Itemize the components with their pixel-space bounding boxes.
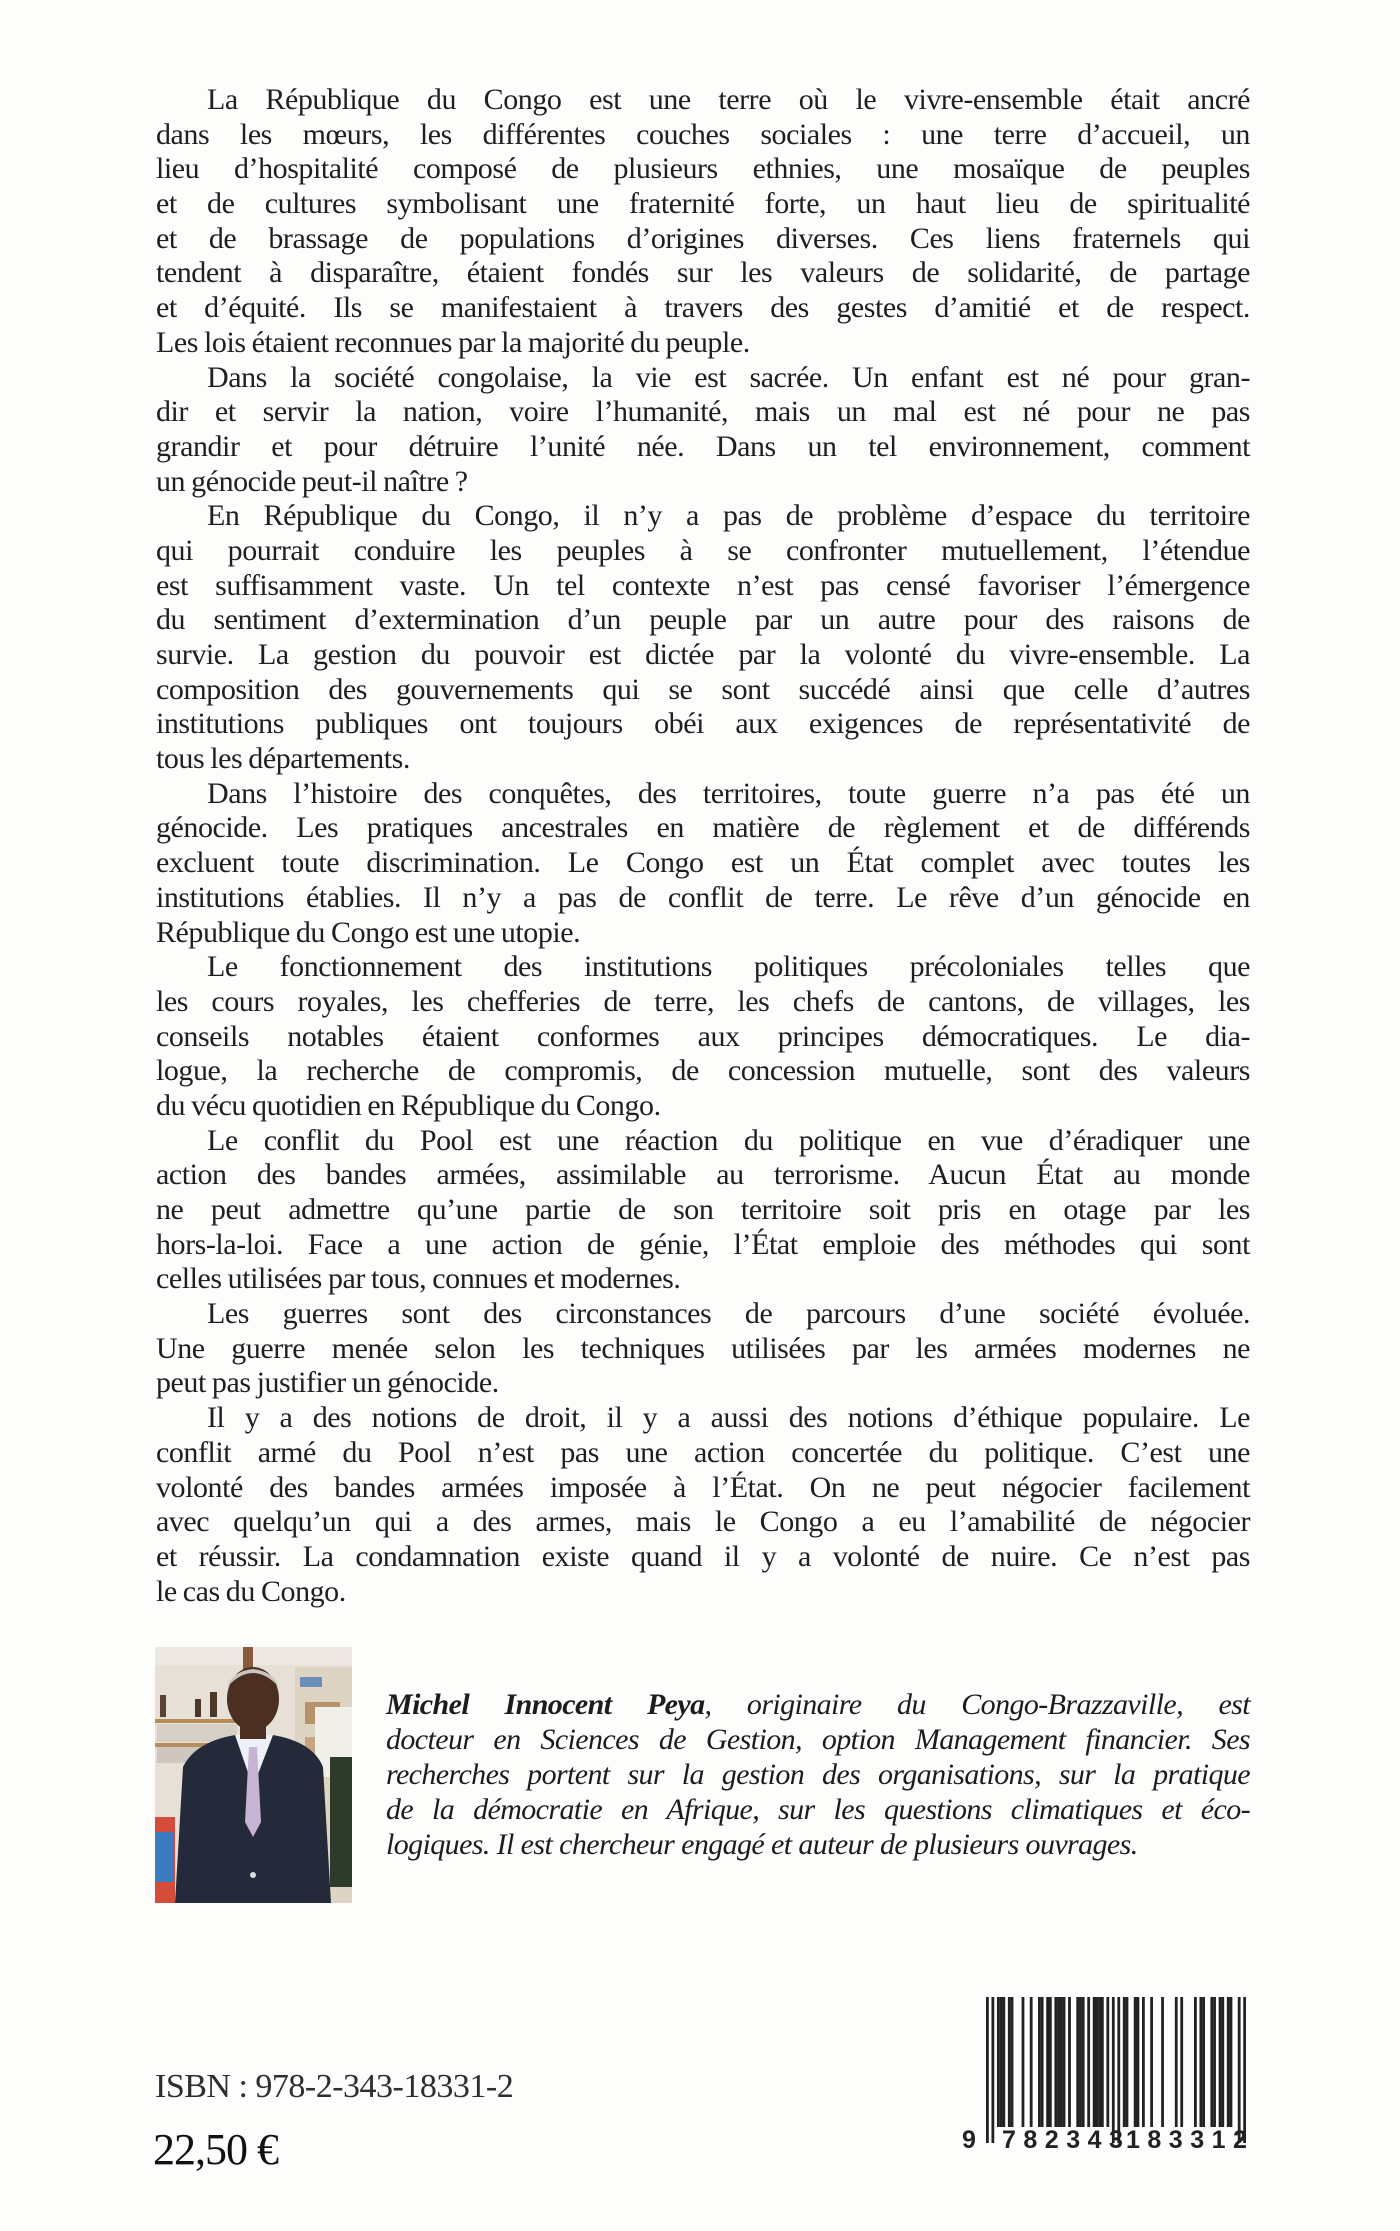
ean13-barcode — [960, 1995, 1255, 2155]
paragraph-line: tendent à disparaître, étaient fondés sur les valeurs de solidarité, de partage — [156, 256, 1250, 290]
paragraph-line: composition des gouvernements qui se sont succédé ainsi que celle d’autres — [156, 672, 1250, 706]
bio-text: , originaire du Congo-Brazzaville, est — [704, 1688, 1250, 1721]
barcode-right-digits: 183312 — [1126, 2126, 1255, 2154]
paragraph-line: les cours royales, les chefferies de terre, les chefs de cantons, de villages, les — [156, 984, 1250, 1018]
paragraph-line: avec quelqu’un qui a des armes, mais le Congo a eu l’amabilité de négocier — [156, 1505, 1250, 1539]
paragraph-line: Dans la société congolaise, la vie est sacrée. Un enfant est né pour gran- — [207, 360, 1250, 394]
paragraph-line: hors-la-loi. Face a une action de génie, l’État emploie des méthodes qui sont — [156, 1227, 1250, 1261]
paragraph-line: génocide. Les pratiques ancestrales en matière de règlement et de différends — [156, 811, 1250, 845]
isbn-label: ISBN : 978-2-343-18331-2 — [155, 2068, 514, 2105]
author-bio-line — [386, 1687, 1250, 1722]
paragraph-line: un génocide peut-il naître ? — [156, 464, 468, 498]
paragraph-line: Il y a des notions de droit, il y a aussi des notions d’éthique populaire. Le — [207, 1401, 1250, 1435]
paragraph-line: du vécu quotidien en République du Congo. — [156, 1088, 661, 1122]
paragraph-line: En République du Congo, il n’y a pas de problème d’espace du territoire — [207, 499, 1250, 533]
paragraph-line: dans les mœurs, les différentes couches sociales : une terre d’accueil, un — [156, 117, 1250, 151]
paragraph-line: action des bandes armées, assimilable au terrorisme. Aucun État au monde — [156, 1158, 1250, 1192]
back-cover-blurb — [156, 83, 1250, 1609]
paragraph-line: institutions établies. Il n’y a pas de conflit de terre. Le rêve d’un génocide en — [156, 880, 1250, 914]
paragraph-line: et de brassage de populations d’origines diverses. Ces liens fraternels qui — [156, 221, 1250, 255]
paragraph-line: qui pourrait conduire les peuples à se confronter mutuellement, l’étendue — [156, 533, 1250, 567]
paragraph-line: Le conflit du Pool est une réaction du politique en vue d’éradiquer une — [207, 1123, 1250, 1157]
paragraph-line: celles utilisées par tous, connues et modernes. — [156, 1262, 681, 1296]
author-name: Michel Innocent Peya — [386, 1688, 705, 1721]
paragraph-line: volonté des bandes armées imposée à l’État. On ne peut négocier facilement — [156, 1470, 1250, 1504]
price-label: 22,50 € — [153, 2125, 278, 2174]
paragraph-line: grandir et pour détruire l’unité née. Dans un tel environnement, comment — [156, 429, 1250, 463]
paragraph-line: Les lois étaient reconnues par la majorité du peuple. — [156, 325, 750, 359]
paragraph-line: dir et servir la nation, voire l’humanité, mais un mal est né pour ne pas — [156, 395, 1250, 429]
paragraph-line: survie. La gestion du pouvoir est dictée par la volonté du vivre-ensemble. La — [156, 638, 1250, 671]
paragraph-line: est suffisamment vaste. Un tel contexte n’est pas censé favoriser l’émergence — [156, 568, 1250, 602]
paragraph-line: et réussir. La condamnation existe quand il y a volonté de nuire. Ce n’est pas — [156, 1539, 1250, 1573]
paragraph-line: tous les départements. — [156, 742, 410, 776]
paragraph-line: lieu d’hospitalité composé de plusieurs ethnies, une mosaïque de peuples — [156, 152, 1250, 186]
barcode-first-digit: 9 — [962, 2126, 984, 2154]
paragraph-line: République du Congo est une utopie. — [156, 915, 581, 949]
author-bio-line: recherches portent sur la gestion des organisations, sur la pratique — [386, 1758, 1250, 1791]
paragraph-line: excluent toute discrimination. Le Congo est un État complet avec toutes les — [156, 846, 1250, 880]
paragraph-line: et d’équité. Ils se manifestaient à travers des gestes d’amitié et de respect. — [156, 291, 1250, 325]
author-bio — [386, 1687, 1250, 1862]
author-bio-line: logiques. Il est chercheur engagé et auteur de plusieurs ouvrages. — [386, 1828, 1138, 1861]
barcode-left-digits: 782343 — [1002, 2126, 1131, 2154]
paragraph-line: conseils notables étaient conformes aux principes démocratiques. Le dia- — [156, 1019, 1250, 1053]
paragraph-line: et de cultures symbolisant une fraternité forte, un haut lieu de spiritualité — [156, 187, 1250, 221]
author-portrait-icon — [155, 1647, 352, 1903]
author-bio-line: docteur en Sciences de Gestion, option Management financier. Ses — [386, 1723, 1250, 1756]
paragraph-line: Les guerres sont des circonstances de parcours d’une société évoluée. — [207, 1297, 1250, 1331]
paragraph-line: du sentiment d’extermination d’un peuple par un autre pour des raisons de — [156, 603, 1250, 637]
author-photo — [155, 1647, 352, 1903]
paragraph-line: Le fonctionnement des institutions politiques précoloniales telles que — [207, 950, 1250, 984]
paragraph-line: logue, la recherche de compromis, de concession mutuelle, sont des valeurs — [156, 1054, 1250, 1088]
paragraph-line: peut pas justifier un génocide. — [156, 1366, 499, 1400]
paragraph-line: ne peut admettre qu’une partie de son territoire soit pris en otage par les — [156, 1193, 1250, 1226]
author-bio-line: de la démocratie en Afrique, sur les questions climatiques et éco- — [386, 1793, 1250, 1826]
paragraph-line: conflit armé du Pool n’est pas une action concertée du politique. C’est une — [156, 1435, 1250, 1469]
paragraph-line: Dans l’histoire des conquêtes, des territoires, toute guerre n’a pas été un — [207, 776, 1250, 810]
paragraph-line: La République du Congo est une terre où le vivre-ensemble était ancré — [207, 83, 1250, 116]
paragraph-line: Une guerre menée selon les techniques utilisées par les armées modernes ne — [156, 1331, 1250, 1365]
paragraph-line: institutions publiques ont toujours obéi aux exigences de représentativité de — [156, 707, 1250, 741]
paragraph-line: le cas du Congo. — [156, 1574, 346, 1608]
barcode-bars-icon — [986, 1997, 1246, 2143]
